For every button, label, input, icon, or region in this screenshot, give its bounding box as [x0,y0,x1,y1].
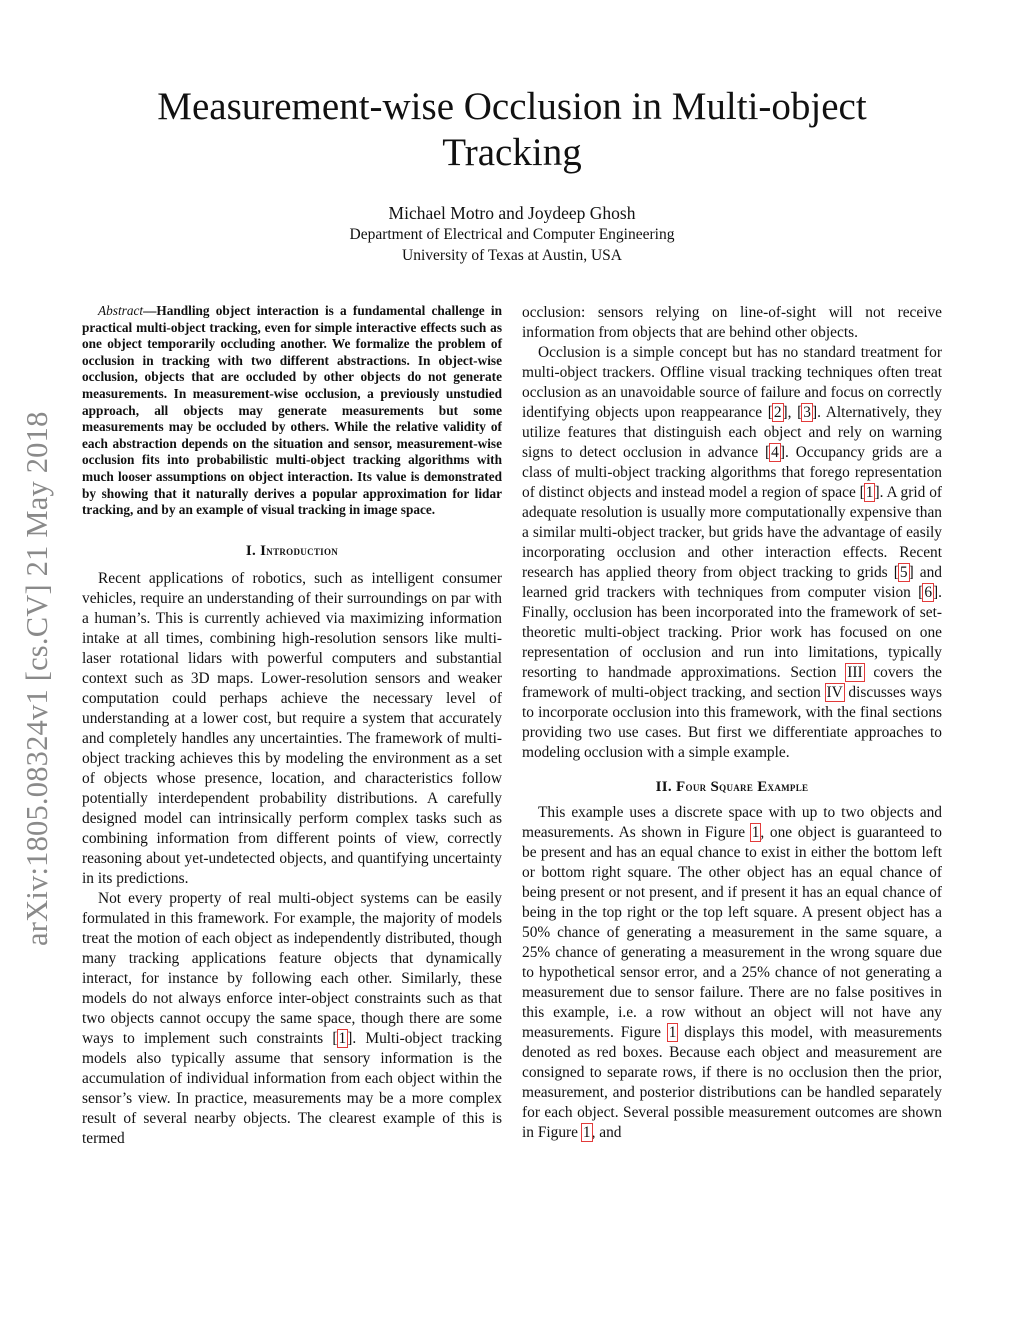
affiliation-department: Department of Electrical and Computer Engineering [349,226,675,243]
authors: Michael Motro and Joydeep Ghosh [388,203,636,223]
affiliation-university: University of Texas at Austin, USA [402,247,622,264]
left-column [82,303,502,1149]
figure-link[interactable]: 1 [668,1024,677,1041]
abstract-text: Handling object interaction is a fundamental challenge in practical multi-object tracking, even for simple interactive effects such as one object temporarily occluding another. We formalize the problem of occlusion in tracking with two different abstractions. In object-wise occlusion, objects that are occluded by other objects do not generate measurements. In measurement-wise occlusion, a previously unstudied approach, all objects may generate measurements but some measurements may be occluded by others. While the relative validity of each abstraction depends on the situation and sensor, measurement-wise occlusion fits into probabilistic multi-object tracking algorithms with much looser assumptions on object interaction. Its value is demonstrated by showing that it naturally derives a popular approximation for lidar tracking, and by an example of visual tracking in image space. [82,303,502,518]
section-numeral: I. [245,542,257,559]
abstract-label: Abstract [98,303,144,318]
right-column [522,303,942,1143]
citation-link[interactable]: 2 [773,404,782,421]
citation-link[interactable]: 6 [924,584,933,601]
section-numeral: II. [655,779,672,795]
figure-link[interactable]: 1 [582,1124,591,1141]
intro-paragraph-3: Occlusion is a simple concept but has no standard treatment for multi-object trackers. Offline visual tracking techniques often treat occlusion as an unavoidable source of failure and focus on correctly identifying objects upon reappearance [2], [3]. Alternatively, they utilize features that distinguish each object and rely on warning signs to detect occlusion in advance [4]. Occupancy grids are a class of multi-object tracking algorithms that forego representation of distinct objects and instead model a region of space [1]. A grid of adequate resolution is usually more computationally expensive than a similar multi-object tracker, but grids have the advantage of easily incorporating occlusion and other interaction effects. Recent research has applied theory from object tracking to grids [5] and learned grid trackers with techniques from computer vision [6]. Finally, occlusion has been incorporated into the framework of set-theoretic multi-object tracking. Prior work has focused on one representation of occlusion and run into limitations, typically resorting to handmade approximations. Section III covers the framework of multi-object tracking, and section IV discusses ways to incorporate occlusion into this framework, with the final sections providing two use cases. But first we differentiate approaches to modeling occlusion with a simple example. [522,344,943,761]
abstract-dash: — [143,303,157,318]
citation-link[interactable]: 1 [338,1029,347,1047]
intro-paragraph-continued: occlusion: sensors relying on line-of-sight will not receive information from objects that are behind other objects. [522,304,942,341]
paper-title: Measurement-wise Occlusion in Multi-object Tracking [157,85,867,174]
citation-link[interactable]: 5 [899,564,908,581]
section-link[interactable]: IV [826,684,843,701]
intro-paragraph-2: Not every property of real multi-object systems can be easily formulated in this framework. For example, the majority of models treat the motion of each object as independently distributed, though many tracking applications feature objects that dynamically interact, for instance by following each other. Similarly, these models do not always enforce inter-object constraints such as that two objects cannot occupy the same space, though there are some ways to implement such constraints [1]. Multi-object tracking models also typically assume that sensory information is the accumulation of individual information from each object within the sensor’s view. In practice, measurements may be a more complex result of several nearby objects. The clearest example of this is termed [82,889,502,1147]
figure-link[interactable]: 1 [751,824,760,841]
section-heading-introduction: I. Introduction [245,542,339,559]
citation-link[interactable]: 4 [771,444,779,461]
section-link[interactable]: III [847,664,863,681]
citation-link[interactable]: 3 [803,404,811,421]
abstract [82,303,502,519]
section-heading-four-square-example: II. Four Square Example [655,779,809,795]
citation-link[interactable]: 1 [865,484,874,501]
example-paragraph: This example uses a discrete space with up to two objects and measurements. As shown in Figure 1, one object is guaranteed to be present and has an equal chance to exist in either the bottom left or bottom right square. The other object has an equal chance of being present or not present, and if present it has an equal chance of being in the top right or the top left square. A present object has a 50% chance of generating a measurement in the same square, a 25% chance of generating a measurement in the wrong square due to hypothetical sensor error, and a 25% chance of not generating a measurement due to sensor failure. There are no false positives in this example, i.e. a row without an object will not have any measurements. Figure 1 displays this model, with measurements denoted as red boxes. Because each object and measurement are consigned to separate rows, if there is no occlusion then the prior, measurement, and posterior distributions can be handled separately for each object. Several possible measurement outcomes are shown in Figure 1, and [522,804,942,1141]
intro-paragraph-1: Recent applications of robotics, such as intelligent consumer vehicles, require an understanding of their surroundings on par with a human’s. This is currently achieved via maximizing information intake at all times, combining high-resolution sensors like multi-laser rotational lidars with powerful computers and substantial context such as 3D maps. Lower-resolution sensors and weaker computation could perhaps achieve the necessary level of understanding at a lower cost, but require a system that accurately and completely handles any uncertainties. The framework of multi-object tracking achieves this by modeling the environment as a set of objects whose presence, location, and characteristics follow potentially interdependent probability distributions. A carefully designed model can intrinsically perform complex tasks such as combining information from different points of view, correctly reasoning about yet-undetected objects, and quantifying uncertainty in its predictions. [82,569,502,887]
arxiv-identifier: arXiv:1805.08324v1 [cs.CV] 21 May 2018 [20,411,54,946]
